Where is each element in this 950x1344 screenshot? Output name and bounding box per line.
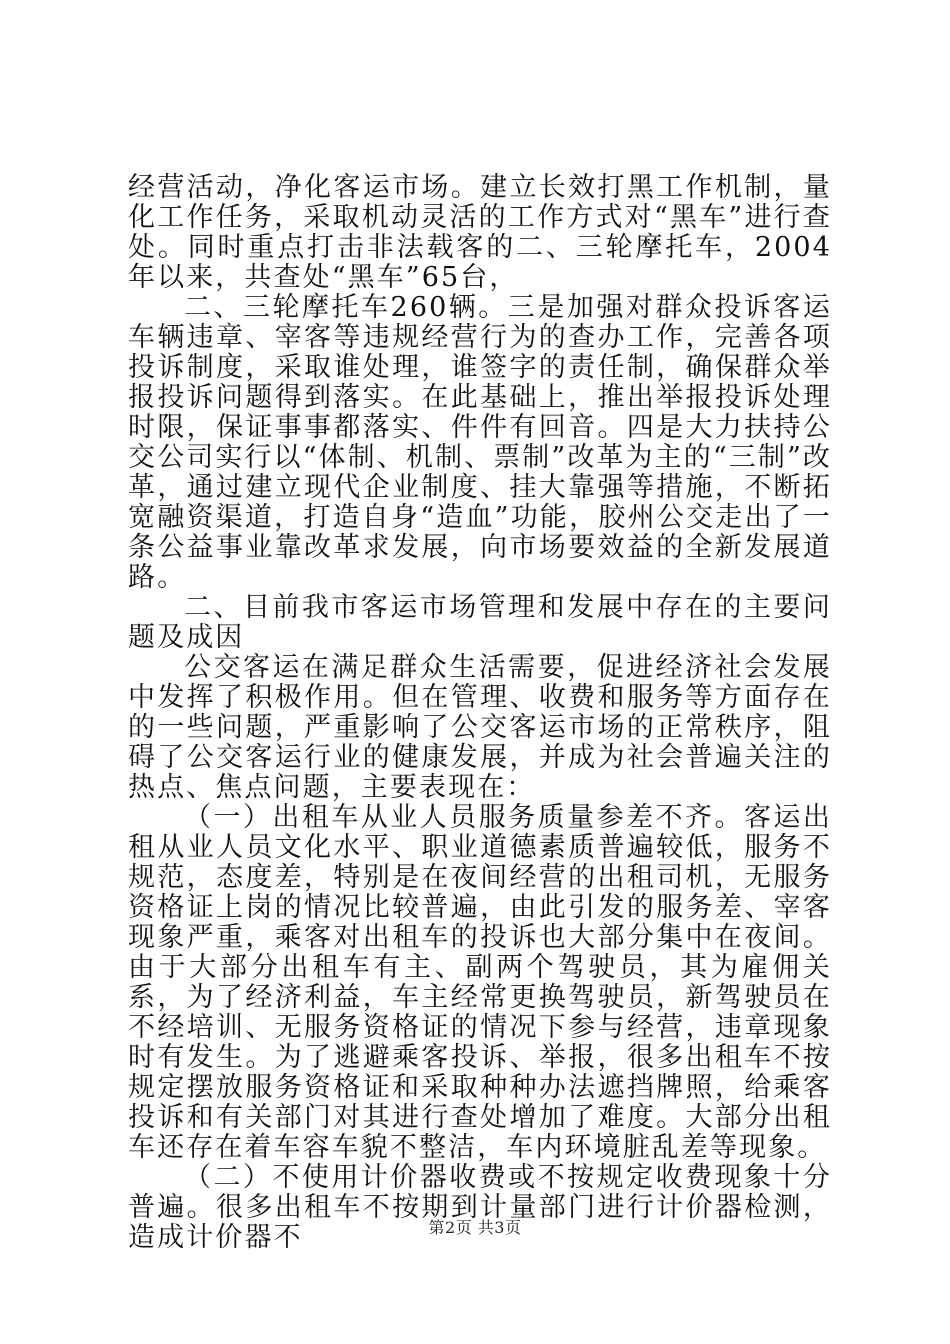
document-body bbox=[128, 173, 832, 1253]
paragraph-5: （二）不使用计价器收费或不按规定收费现象十分普遍。很多出租车不按期到计量部门进行计价器检测，造成计价器不 bbox=[128, 1162, 832, 1253]
paragraph-3: 公交客运在满足群众生活需要，促进经济社会发展中发挥了积极作用。但在管理、收费和服务等方面存在的一些问题，严重影响了公交客运市场的正常秩序，阻碍了公交客运行业的健康发展，并成为社会普遍关注的热点、焦点问题，主要表现在： bbox=[128, 652, 832, 803]
paragraph-2: 二、三轮摩托车260辆。三是加强对群众投诉客运车辆违章、宰客等违规经营行为的查办工作，完善各项投诉制度，采取谁处理，谁签字的责任制，确保群众举报投诉问题得到落实。在此基础上，推出举报投诉处理时限，保证事事都落实、件件有回音。四是大力扶持公交公司实行以“体制、机制、票制”改革为主的“三制”改革，通过建立现代企业制度、挂大靠强等措施，不断拓宽融资渠道，打造自身“造血”功能，胶州公交走出了一条公益事业靠改革求发展，向市场要效益的全新发展道路。 bbox=[128, 292, 832, 593]
paragraph-1: 经营活动，净化客运市场。建立长效打黑工作机制，量化工作任务，采取机动灵活的工作方式对“黑车”进行查处。同时重点打击非法载客的二、三轮摩托车，2004年以来，共查处“黑车”65台， bbox=[128, 172, 832, 293]
section-heading: 二、目前我市客运市场管理和发展中存在的主要问题及成因 bbox=[128, 592, 832, 653]
paragraph-4: （一）出租车从业人员服务质量参差不齐。客运出租从业人员文化水平、职业道德素质普遍较低，服务不规范，态度差，特别是在夜间经营的出租司机，无服务资格证上岗的情况比较普遍，由此引发的服务差、宰客现象严重，乘客对出租车的投诉也大部分集中在夜间。由于大部分出租车有主、副两个驾驶员，其为雇佣关系，为了经济利益，车主经常更换驾驶员，新驾驶员在不经培训、无服务资格证的情况下参与经营，违章现象时有发生。为了逃避乘客投诉、举报，很多出租车不按规定摆放服务资格证和采取种种办法遮挡牌照，给乘客投诉和有关部门对其进行查处增加了难度。大部分出租车还存在着车容车貌不整洁，车内环境脏乱差等现象。 bbox=[128, 802, 832, 1163]
page-footer: 第2页 共3页 bbox=[428, 1218, 522, 1237]
